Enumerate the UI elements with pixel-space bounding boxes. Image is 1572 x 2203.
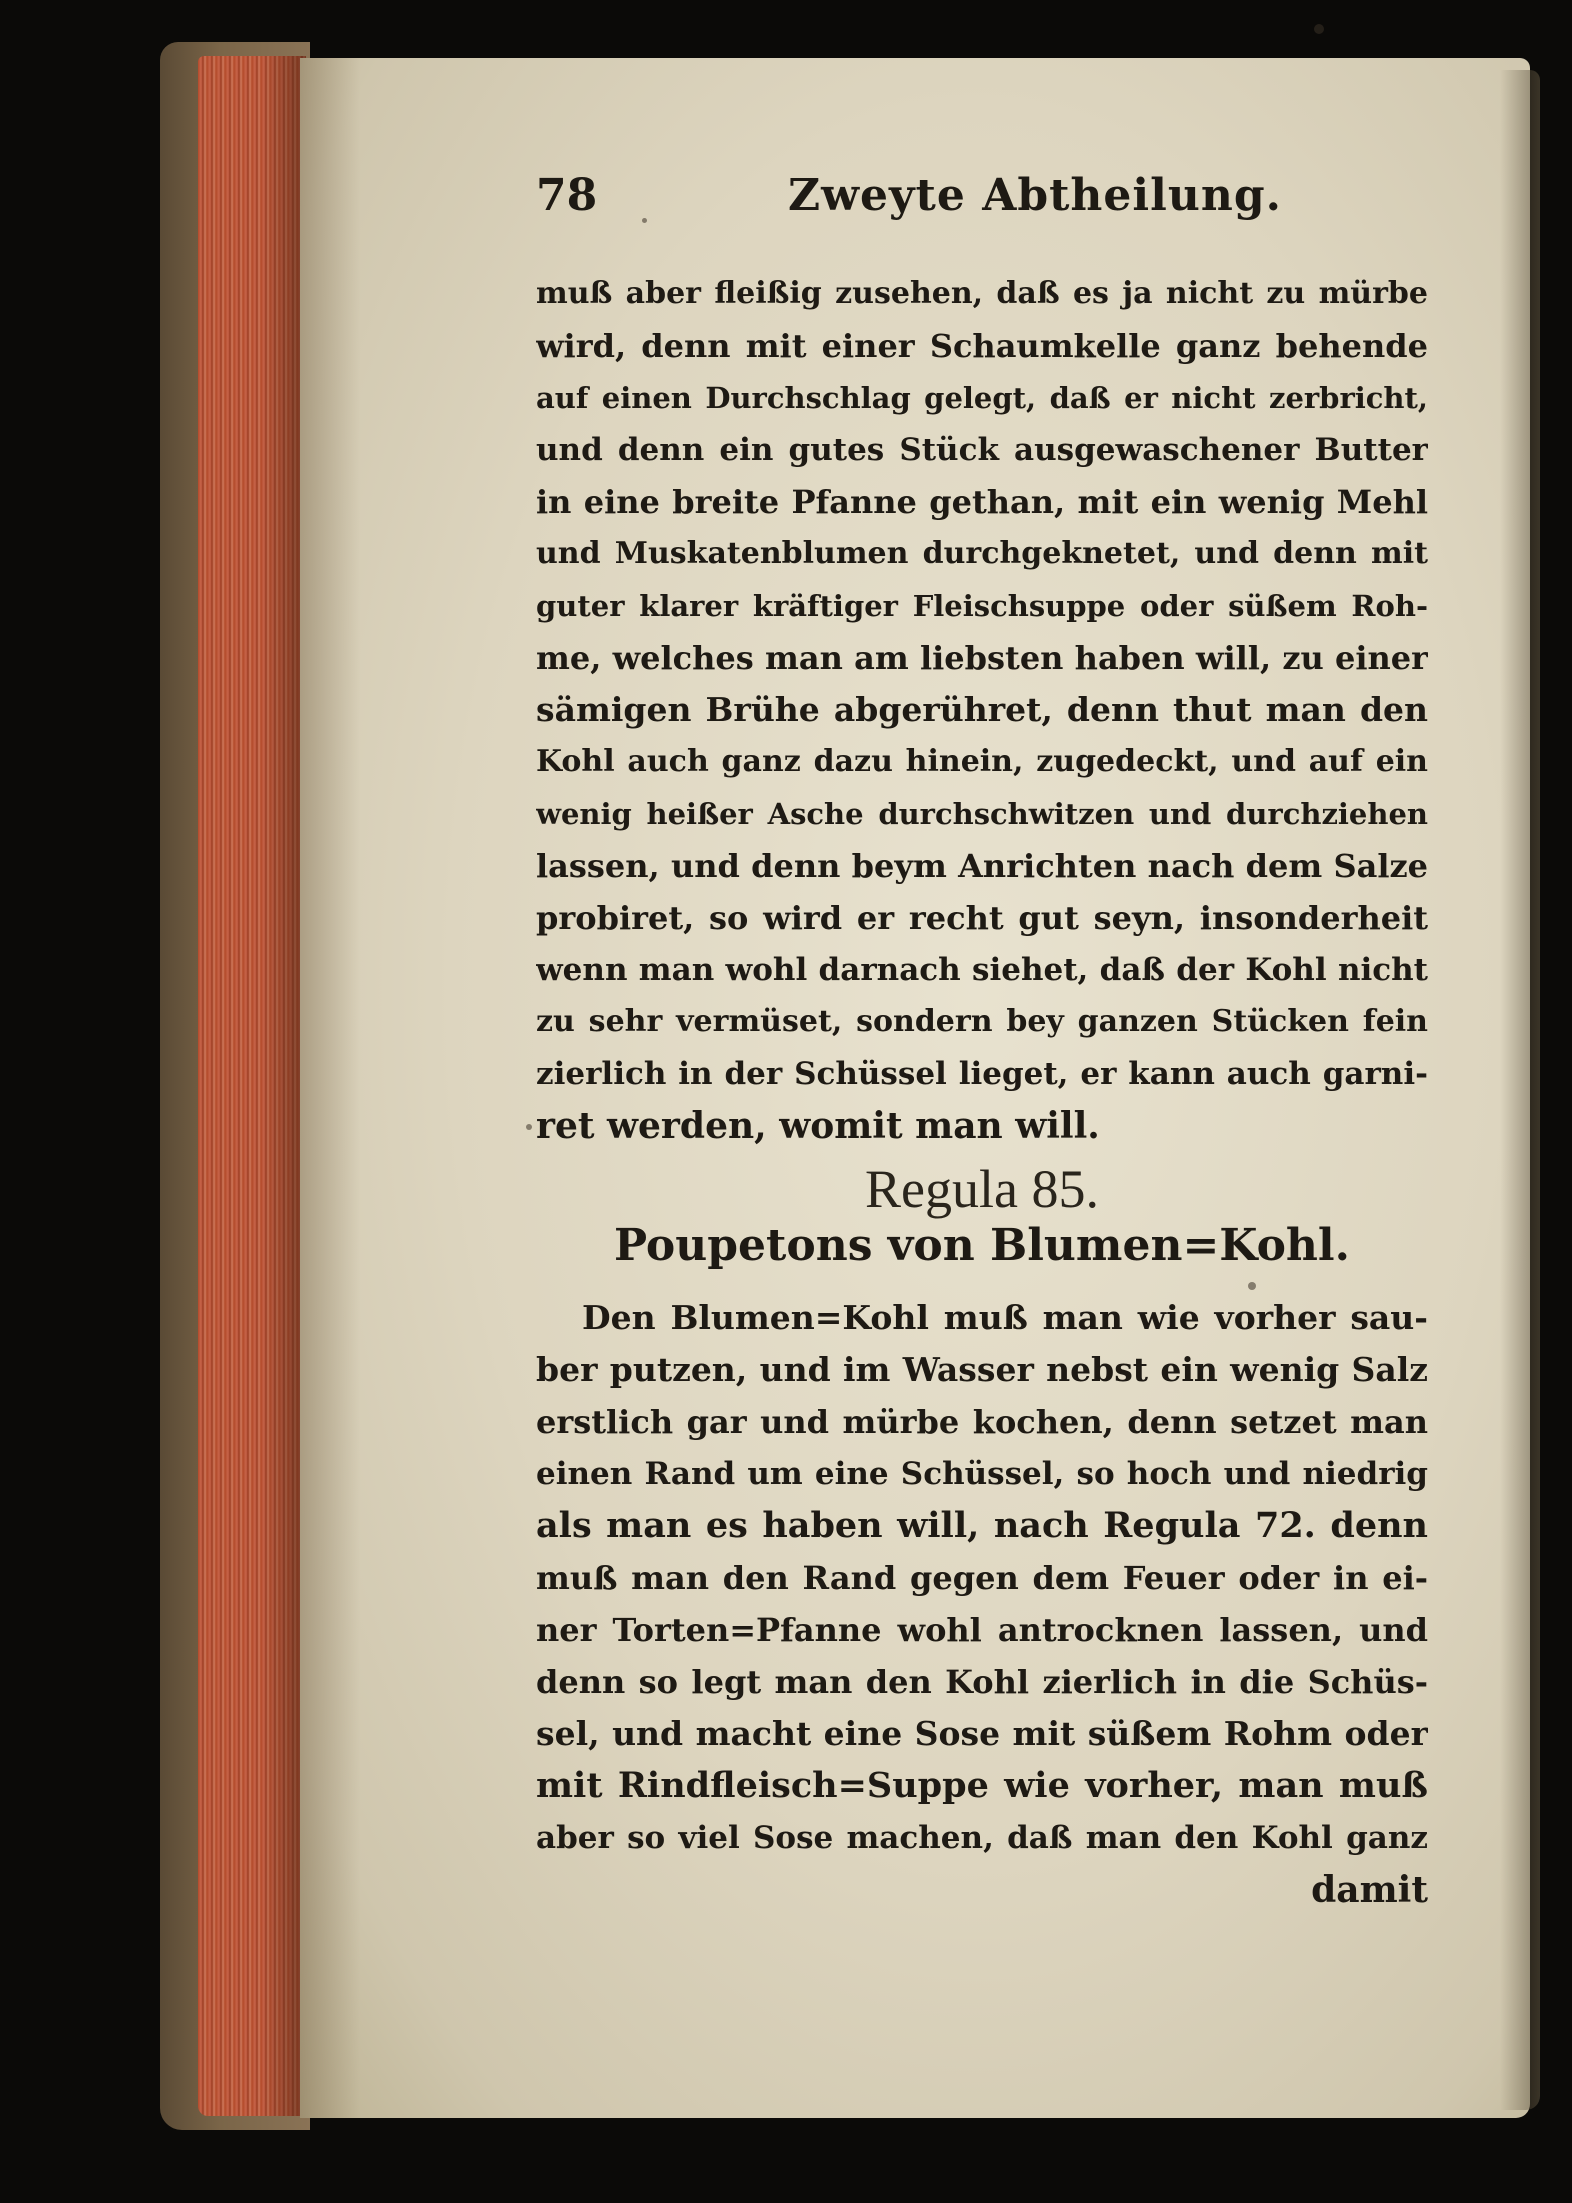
text-line: probiret, so wird er recht gut seyn, insonderheit [536, 899, 1428, 937]
text-line: mit Rindfleisch=Suppe wie vorher, man muß [536, 1765, 1428, 1806]
text-line: ret werden, womit man will. [536, 1105, 1100, 1147]
text-line: sämigen Brühe abgerühret, denn thut man den [536, 690, 1428, 729]
text-line: guter klarer kräftiger Fleischsuppe oder süßem Roh- [536, 589, 1428, 623]
paper-speck [1248, 1282, 1256, 1290]
text-line: muß aber fleißig zusehen, daß es ja nicht zu mürbe [536, 276, 1428, 311]
text-line: wenn man wohl darnach siehet, daß der Kohl nicht [536, 952, 1428, 988]
text-line: wird, denn mit einer Schaumkelle ganz behende [536, 327, 1428, 365]
section-heading: Regula 85. [865, 1159, 1099, 1219]
text-line: lassen, und denn beym Anrichten nach dem Salze [536, 847, 1428, 885]
text-line: ner Torten=Pfanne wohl antrocknen lassen, und [536, 1611, 1428, 1649]
text-line: auf einen Durchschlag gelegt, daß er nicht zerbricht, [536, 381, 1428, 415]
text-line: Kohl auch ganz dazu hinein, zugedeckt, und auf ein [536, 744, 1428, 779]
running-head [536, 170, 1282, 240]
text-line: erstlich gar und mürbe kochen, denn setzet man [536, 1403, 1428, 1441]
page-number: 78 [536, 170, 598, 221]
gutter-shadow [300, 58, 360, 2118]
text-line: in eine breite Pfanne gethan, mit ein wenig Mehl [536, 483, 1428, 521]
text-line: zierlich in der Schüssel lieget, er kann auch garni- [536, 1056, 1428, 1092]
text-line: und denn ein gutes Stück ausgewaschener Butter [536, 432, 1428, 468]
section-subheading: Poupetons von Blumen=Kohl. [614, 1220, 1350, 1271]
text-line: muß man den Rand gegen dem Feuer oder in ei- [536, 1559, 1428, 1597]
text-line: als man es haben will, nach Regula 72. denn [536, 1505, 1428, 1546]
text-line: aber so viel Sose machen, daß man den Kohl ganz [536, 1820, 1428, 1856]
text-line: ber putzen, und im Wasser nebst ein wenig Salz [536, 1350, 1428, 1389]
text-line: und Muskatenblumen durchgeknetet, und denn mit [536, 536, 1428, 571]
text-line: wenig heißer Asche durchschwitzen und durchziehen [536, 797, 1428, 831]
page-right-edge [1500, 70, 1540, 2110]
running-title: Zweyte Abtheilung. [788, 170, 1282, 221]
text-line: zu sehr vermüset, sondern bey ganzen Stücken fein [536, 1004, 1428, 1039]
catchword: damit [1311, 1869, 1428, 1911]
text-line: me, welches man am liebsten haben will, zu einer [536, 639, 1428, 677]
text-line: einen Rand um eine Schüssel, so hoch und niedrig [536, 1456, 1428, 1492]
text-line: denn so legt man den Kohl zierlich in die Schüs- [536, 1663, 1428, 1701]
paper-speck [1314, 24, 1324, 34]
text-line: Den Blumen=Kohl muß man wie vorher sau- [582, 1298, 1428, 1337]
text-line: sel, und macht eine Sose mit süßem Rohm oder [536, 1714, 1428, 1753]
paper-speck [526, 1124, 532, 1130]
